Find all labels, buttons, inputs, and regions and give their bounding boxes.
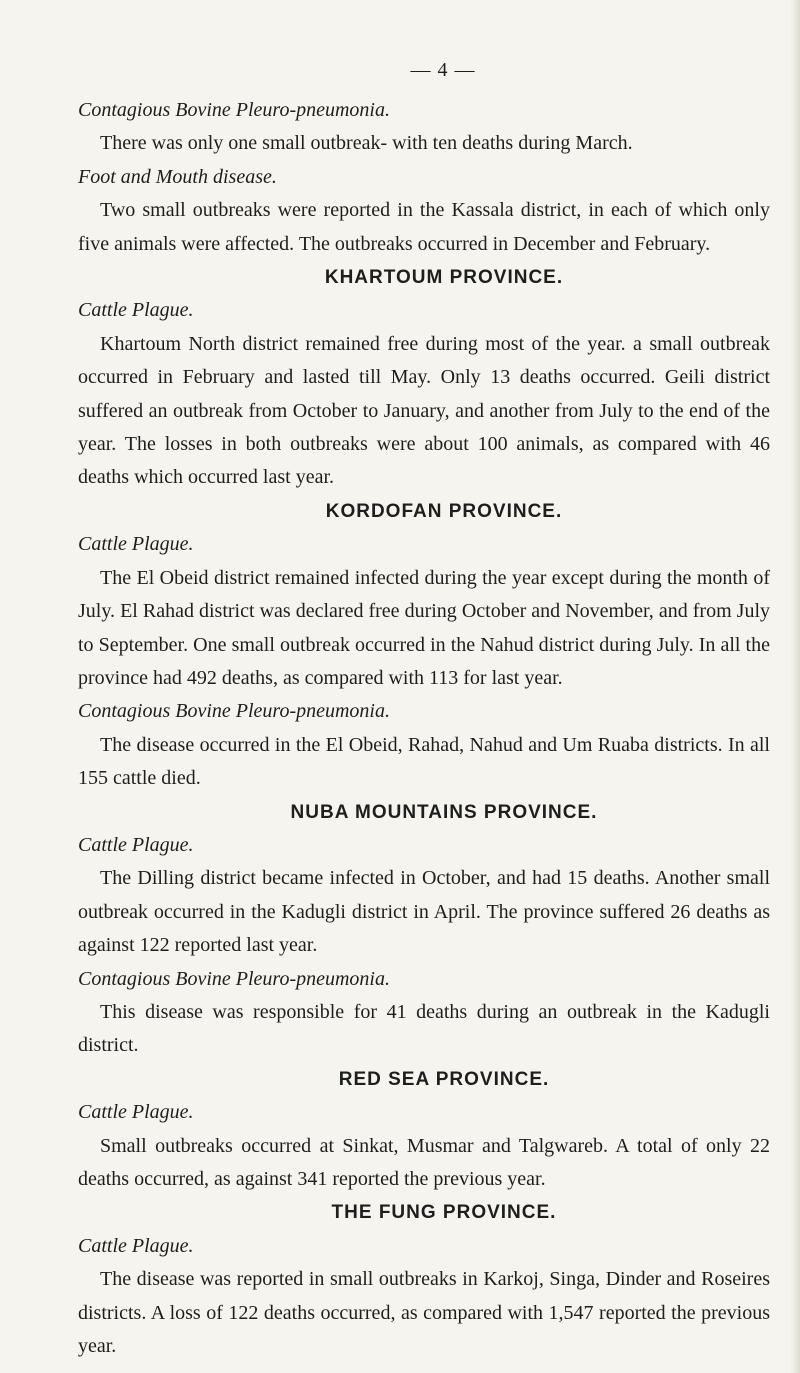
para-nuba-cattle-plague: The Dilling district became infected in October, and had 15 deaths. Another small outbreak occurred in the Kadugli district in April. The province suffered 26 deaths as against 122 reported last year. xyxy=(78,867,770,957)
province-heading-red-sea: RED SEA PROVINCE. xyxy=(338,1068,550,1090)
subhead-nuba-cattle-plague: Cattle Plague. xyxy=(78,833,194,856)
subhead-khartoum-cattle-plague: Cattle Plague. xyxy=(78,299,194,322)
para-kordofan-cbpp: The disease occurred in the El Obeid, Rahad, Nahud and Um Ruaba districts. In all 155 cattle died. xyxy=(78,733,770,790)
para-khartoum-cattle-plague: Khartoum North district remained free during most of the year. a small outbreak occurred in February and lasted till May. Only 13 deaths occurred. Geili district suffered an outbreak from October to January, and another from July to the end of the year. The losses in both outbreaks were about 100 animals, as compared with 46 deaths which occurred last year. xyxy=(78,332,770,489)
province-heading-khartoum: KHARTOUM PROVINCE. xyxy=(324,267,564,289)
province-heading-kordofan: KORDOFAN PROVINCE. xyxy=(325,500,563,522)
subhead-fung-cattle-plague: Cattle Plague. xyxy=(78,1234,194,1257)
para-nuba-cbpp: This disease was responsible for 41 deaths during an outbreak in the Kadugli district. xyxy=(78,1000,770,1057)
subhead-cbpp-kassala: Contagious Bovine Pleuro-pneumonia. xyxy=(78,99,390,121)
para-foot-mouth: Two small outbreaks were reported in the Kassala district, in each of which only five animals were affected. The outbreaks occurred in December and February. xyxy=(78,199,770,255)
province-heading-nuba-mountains: NUBA MOUNTAINS PROVINCE. xyxy=(290,801,598,823)
province-heading-fung: THE FUNG PROVINCE. xyxy=(331,1202,557,1224)
para-red-sea-cattle-plague: Small outbreaks occurred at Sinkat, Musmar and Talgwareb. A total of only 22 deaths occurred, as against 341 reported the previous year. xyxy=(78,1134,770,1190)
subhead-kordofan-cattle-plague: Cattle Plague. xyxy=(78,533,194,556)
para-cbpp-kassala: There was only one small outbreak- with ten deaths during March. xyxy=(100,132,633,155)
subhead-nuba-cbpp: Contagious Bovine Pleuro-pneumonia. xyxy=(78,967,390,990)
subhead-foot-mouth: Foot and Mouth disease. xyxy=(78,165,277,188)
page-number: — 4 — xyxy=(410,59,476,81)
scan-edge-shadow xyxy=(790,0,800,1373)
para-fung-cattle-plague: The disease was reported in small outbreaks in Karkoj, Singa, Dinder and Roseires districts. A loss of 122 deaths occurred, as compared with 1,547 reported the previous year. xyxy=(78,1268,770,1358)
subhead-red-sea-cattle-plague: Cattle Plague. xyxy=(78,1101,194,1124)
subhead-kordofan-cbpp: Contagious Bovine Pleuro-pneumonia. xyxy=(78,700,390,723)
para-kordofan-cattle-plague: The El Obeid district remained infected during the year except during the month of July. El Rahad district was declared free during October and November, and from July to September. One small outbreak occurred in the Nahud district during July. In all the province had 492 deaths, as compared with 113 for last year. xyxy=(78,566,770,689)
